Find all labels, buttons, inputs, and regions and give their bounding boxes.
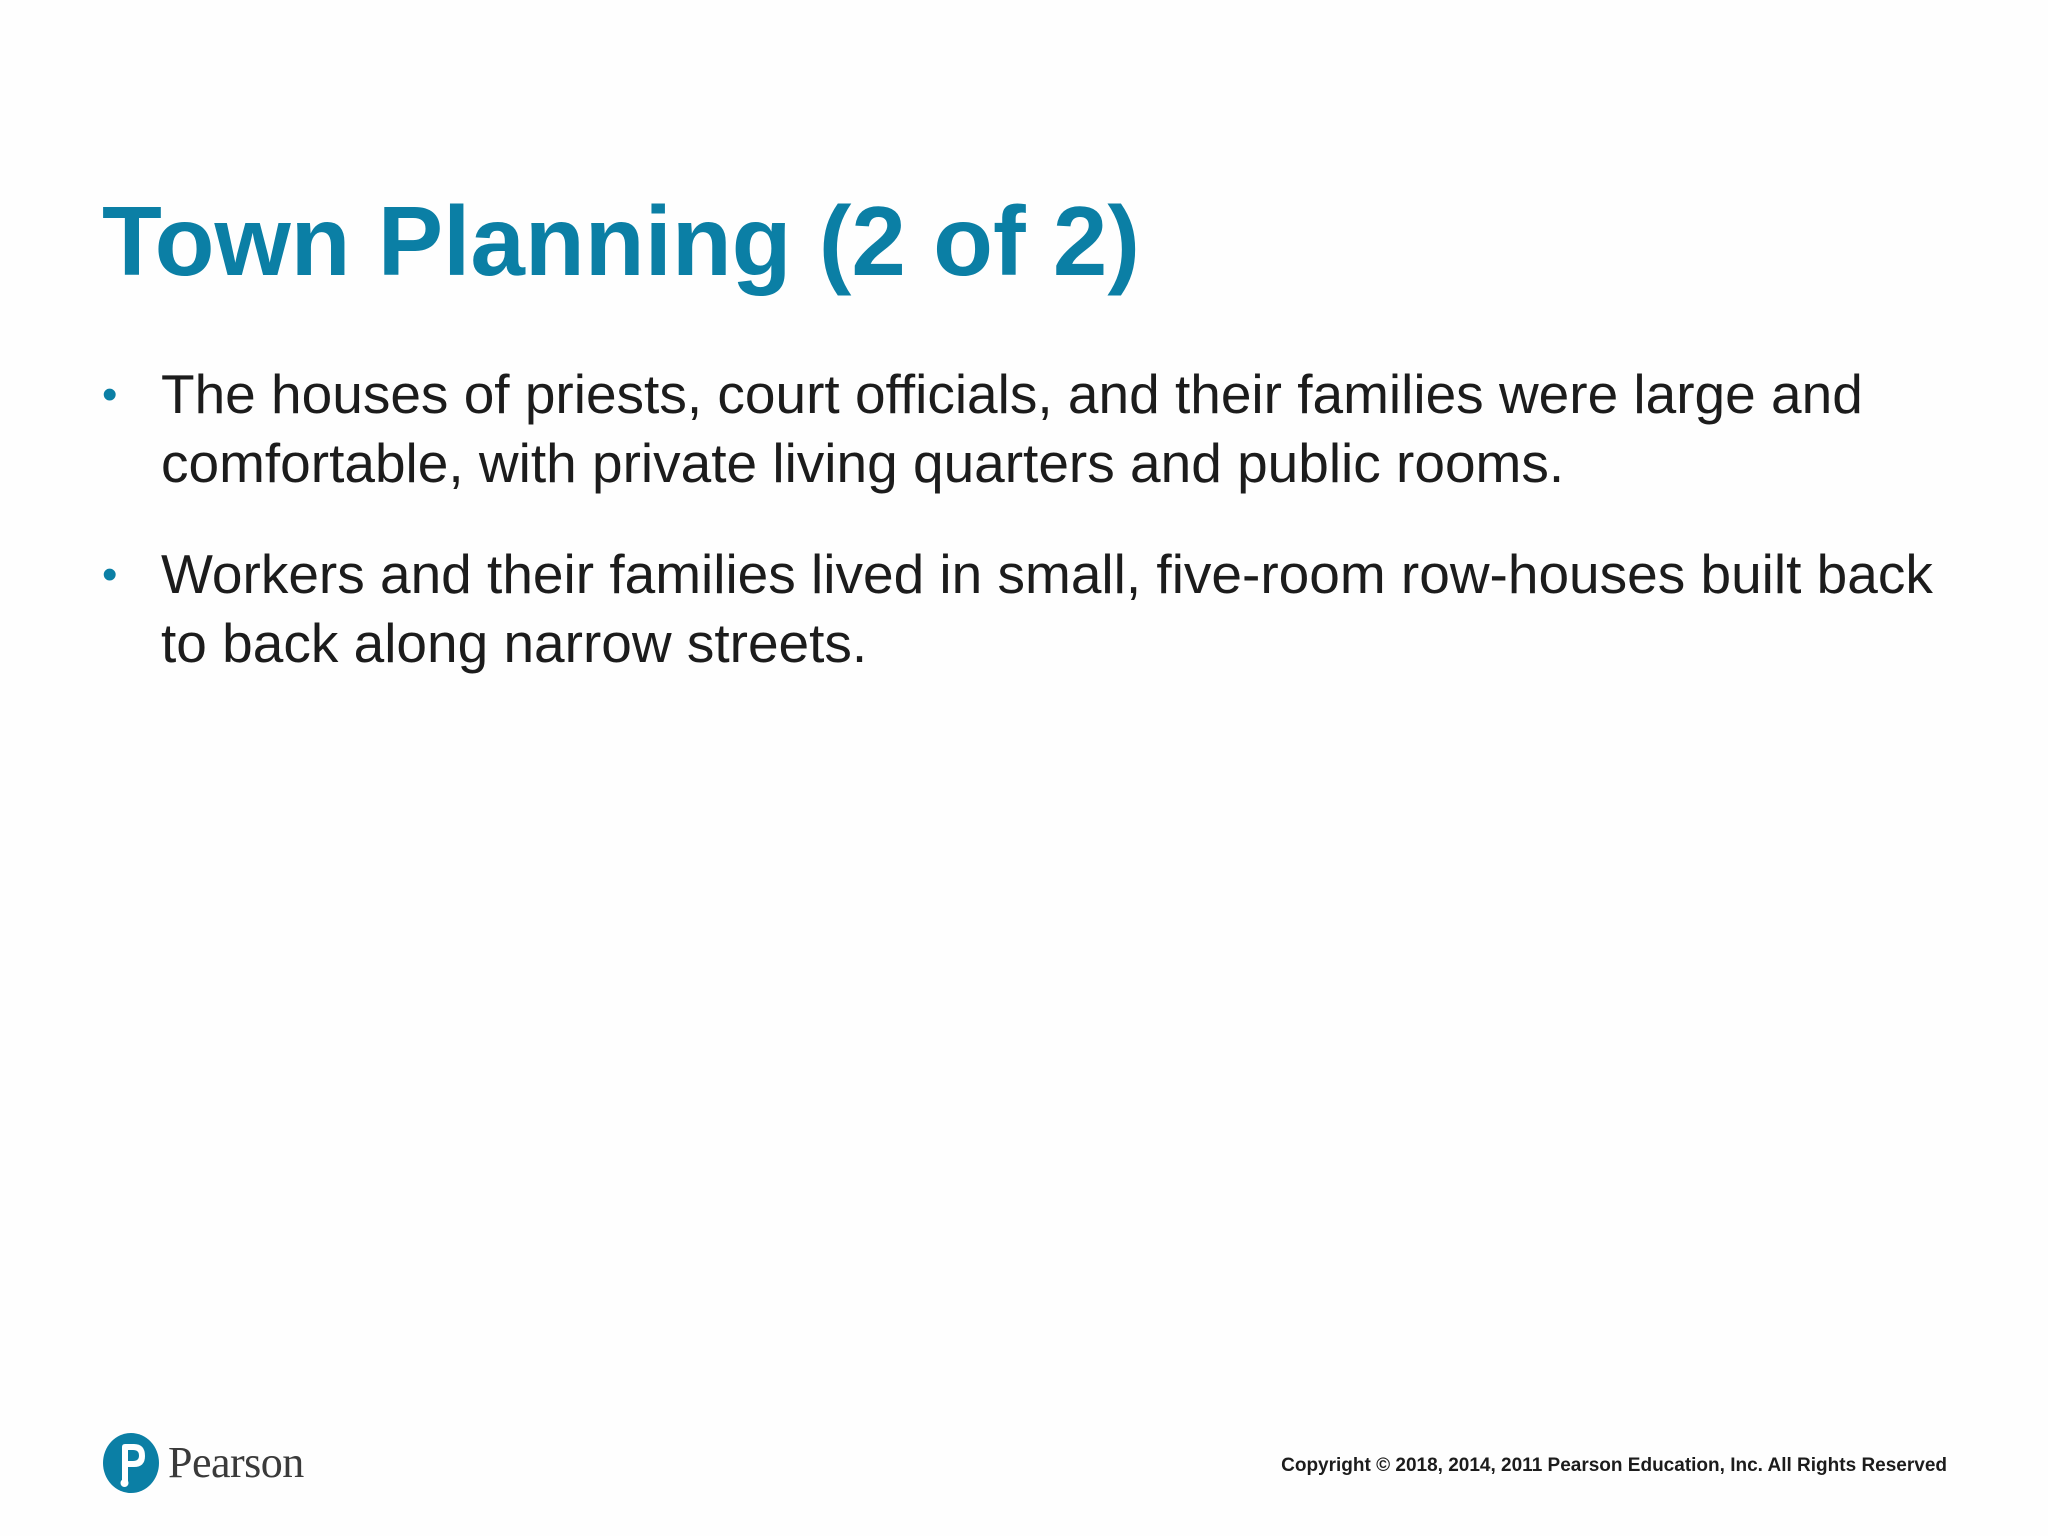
slide-title: Town Planning (2 of 2) xyxy=(102,186,1140,296)
bullet-text: Workers and their families lived in small, five-room row-houses built back to back along narrow streets. xyxy=(161,543,1933,674)
copyright-notice: Copyright © 2018, 2014, 2011 Pearson Education, Inc. All Rights Reserved xyxy=(1281,1455,1947,1476)
pearson-wordmark: Pearson xyxy=(168,1438,304,1487)
bullet-list xyxy=(102,360,1982,720)
pearson-logo xyxy=(102,1432,304,1494)
bullet-item xyxy=(102,540,1982,678)
bullet-dot-icon: • xyxy=(102,370,118,419)
bullet-item xyxy=(102,360,1982,498)
bullet-dot-icon: • xyxy=(102,550,118,599)
bullet-text: The houses of priests, court officials, and their families were large and comfortable, with private living quarters and public rooms. xyxy=(161,363,1863,494)
pearson-p-logo-icon xyxy=(102,1432,160,1494)
